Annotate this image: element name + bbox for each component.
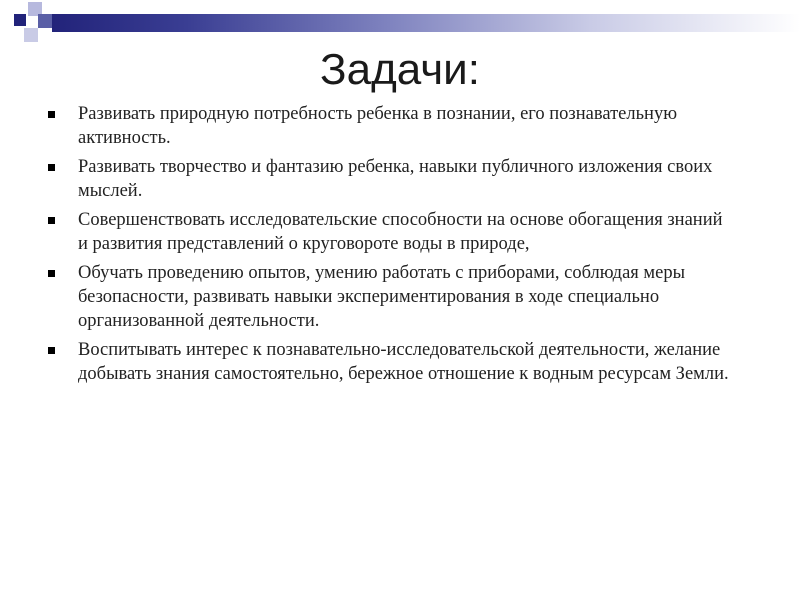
decor-square-mid [38, 14, 52, 28]
square-bullet-icon [48, 270, 55, 277]
square-bullet-icon [48, 217, 55, 224]
decor-square-dark [14, 14, 26, 26]
decor-square-pale [24, 28, 38, 42]
task-list [44, 102, 734, 391]
header-gradient-bar [52, 14, 800, 32]
square-bullet-icon [48, 347, 55, 354]
list-item [44, 261, 734, 333]
list-item [44, 338, 734, 386]
list-item [44, 102, 734, 150]
list-item-text: Воспитывать интерес к познавательно-исследовательской деятельности, желание добывать знания самостоятельно, бережное отношение к водным ресурсам Земли. [78, 340, 729, 384]
list-item [44, 155, 734, 203]
list-item [44, 208, 734, 256]
list-item-text: Развивать природную потребность ребенка в познании, его познавательную активность. [78, 104, 678, 148]
list-item-text: Развивать творчество и фантазию ребенка, навыки публичного изложения своих мыслей. [78, 157, 713, 201]
list-item-text: Совершенствовать исследовательские способности на основе обогащения знаний и развития представлений о круговороте воды в природе, [78, 210, 723, 254]
square-bullet-icon [48, 111, 55, 118]
list-item-text: Обучать проведению опытов, умению работать с приборами, соблюдая меры безопасности, развивать навыки экспериментирования в ходе специально организованной деятельности. [78, 263, 686, 331]
header-decoration [0, 0, 800, 42]
slide-title: Задачи: [320, 45, 480, 94]
square-bullet-icon [48, 164, 55, 171]
